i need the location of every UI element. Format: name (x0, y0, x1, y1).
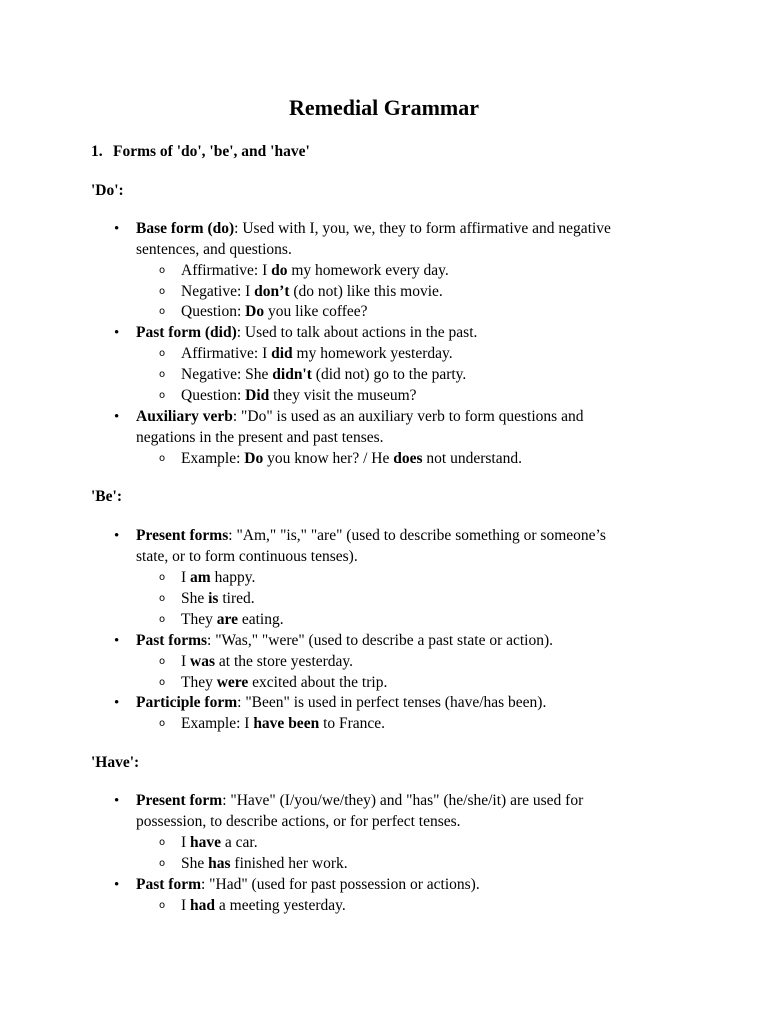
be-past-ex2 (181, 673, 387, 693)
be-participle-line1 (136, 693, 546, 713)
do-base-ex3 (181, 302, 368, 322)
page-title: Remedial Grammar (289, 95, 479, 120)
bold-word: Did (245, 387, 270, 404)
desc: : "Been" is used in perfect tenses (have/has been). (237, 694, 547, 711)
be-participle-ex1 (181, 714, 385, 734)
text: I (181, 569, 191, 586)
bold-word: have (190, 834, 222, 851)
bold-word: have been (253, 715, 320, 732)
text: Question: (181, 387, 246, 404)
bullet-marker: • (114, 793, 120, 809)
text: finished her work. (230, 855, 348, 872)
bold-word: don’t (254, 283, 290, 300)
bold-word: is (208, 590, 219, 607)
section-title: Forms of 'do', 'be', and 'have' (113, 143, 310, 160)
section-heading (91, 142, 310, 162)
have-present-ex2 (181, 854, 348, 874)
do-past-line1 (136, 323, 477, 343)
text: I (181, 653, 191, 670)
text: Affirmative: I (181, 262, 272, 279)
do-aux-ex1 (181, 449, 522, 469)
sub-bullet-marker: o (159, 593, 166, 604)
have-heading: 'Have': (91, 754, 140, 771)
text: happy. (210, 569, 256, 586)
be-present-line1 (136, 526, 606, 546)
be-heading: 'Be': (91, 488, 122, 505)
bold-word: Do (244, 450, 264, 467)
desc: : "Do" is used as an auxiliary verb to form questions and (232, 408, 584, 425)
do-past-ex3 (181, 386, 417, 406)
desc: : "Was," "were" (used to describe a past state or action). (207, 632, 554, 649)
do-past-ex2 (181, 365, 466, 385)
text: They (181, 674, 217, 691)
text: Negative: I (181, 283, 255, 300)
text: a car. (221, 834, 258, 851)
text: my homework yesterday. (292, 345, 453, 362)
desc: : "Had" (used for past possession or actions). (201, 876, 480, 893)
do-aux-line2: negations in the present and past tenses. (136, 429, 384, 446)
bold-word: do (271, 262, 288, 279)
text: (did not) go to the party. (311, 366, 467, 383)
do-aux-line1 (136, 407, 583, 427)
text: She (181, 590, 209, 607)
bold-word: had (190, 897, 216, 914)
text: eating. (237, 611, 284, 628)
bold-word: does (393, 450, 423, 467)
sub-bullet-marker: o (159, 900, 166, 911)
have-past-line1 (136, 875, 480, 895)
do-base-ex1 (181, 261, 449, 281)
have-present-ex1 (181, 833, 258, 853)
text: my homework every day. (287, 262, 449, 279)
desc: : Used to talk about actions in the past. (236, 324, 478, 341)
text: not understand. (422, 450, 522, 467)
text: Question: (181, 303, 246, 320)
sub-bullet-marker: o (159, 837, 166, 848)
bullet-marker: • (114, 409, 120, 425)
desc: : Used with I, you, we, they to form affirmative and negative (234, 220, 611, 237)
text: you know her? / He (263, 450, 394, 467)
do-base-line2: sentences, and questions. (136, 241, 292, 258)
text: Negative: She (181, 366, 273, 383)
be-present-line2: state, or to form continuous tenses). (136, 548, 358, 565)
bullet-marker: • (114, 528, 120, 544)
bullet-marker: • (114, 877, 120, 893)
term: Participle form (136, 694, 238, 711)
text: They (181, 611, 217, 628)
text: excited about the trip. (248, 674, 388, 691)
bullet-marker: • (114, 325, 120, 341)
term: Present forms (136, 527, 229, 544)
text: to France. (319, 715, 386, 732)
sub-bullet-marker: o (159, 286, 166, 297)
do-base-line1 (136, 219, 611, 239)
text: a meeting yesterday. (215, 897, 346, 914)
have-present-line1 (136, 791, 583, 811)
bullet-marker: • (114, 221, 120, 237)
be-present-ex1 (181, 568, 255, 588)
text: Example: I (181, 715, 254, 732)
be-past-line1 (136, 631, 553, 651)
desc: : "Have" (I/you/we/they) and "has" (he/she/it) are used for (222, 792, 584, 809)
text: She (181, 855, 209, 872)
have-past-ex1 (181, 896, 346, 916)
be-present-ex2 (181, 589, 255, 609)
be-present-ex3 (181, 610, 284, 630)
sub-bullet-marker: o (159, 614, 166, 625)
term: Auxiliary verb (136, 408, 233, 425)
do-base-ex2 (181, 282, 443, 302)
text: Example: (181, 450, 245, 467)
term: Past form (did) (136, 324, 237, 341)
sub-bullet-marker: o (159, 677, 166, 688)
sub-bullet-marker: o (159, 718, 166, 729)
text: tired. (218, 590, 255, 607)
sub-bullet-marker: o (159, 369, 166, 380)
text: I (181, 834, 191, 851)
sub-bullet-marker: o (159, 453, 166, 464)
do-past-ex1 (181, 344, 453, 364)
text: I (181, 897, 191, 914)
do-heading: 'Do': (91, 182, 124, 199)
term: Present form (136, 792, 223, 809)
sub-bullet-marker: o (159, 348, 166, 359)
sub-bullet-marker: o (159, 656, 166, 667)
text: at the store yesterday. (215, 653, 354, 670)
bullet-marker: • (114, 695, 120, 711)
bold-word: were (216, 674, 249, 691)
sub-bullet-marker: o (159, 265, 166, 276)
be-past-ex1 (181, 652, 353, 672)
bold-word: Do (245, 303, 265, 320)
sub-bullet-marker: o (159, 306, 166, 317)
bold-word: did (271, 345, 293, 362)
text: you like coffee? (264, 303, 368, 320)
text: they visit the museum? (269, 387, 417, 404)
bold-word: has (208, 855, 231, 872)
sub-bullet-marker: o (159, 390, 166, 401)
sub-bullet-marker: o (159, 858, 166, 869)
text: (do not) like this movie. (289, 283, 443, 300)
sub-bullet-marker: o (159, 572, 166, 583)
have-present-line2: possession, to describe actions, or for perfect tenses. (136, 813, 461, 830)
desc: : "Am," "is," "are" (used to describe something or someone’s (228, 527, 606, 544)
section-number: 1. (91, 143, 103, 160)
term: Past forms (136, 632, 208, 649)
bold-word: are (216, 611, 238, 628)
term: Base form (do) (136, 220, 235, 237)
text: Affirmative: I (181, 345, 272, 362)
bold-word: didn't (272, 366, 312, 383)
bold-word: am (190, 569, 211, 586)
bold-word: was (190, 653, 216, 670)
term: Past form (136, 876, 201, 893)
bullet-marker: • (114, 633, 120, 649)
